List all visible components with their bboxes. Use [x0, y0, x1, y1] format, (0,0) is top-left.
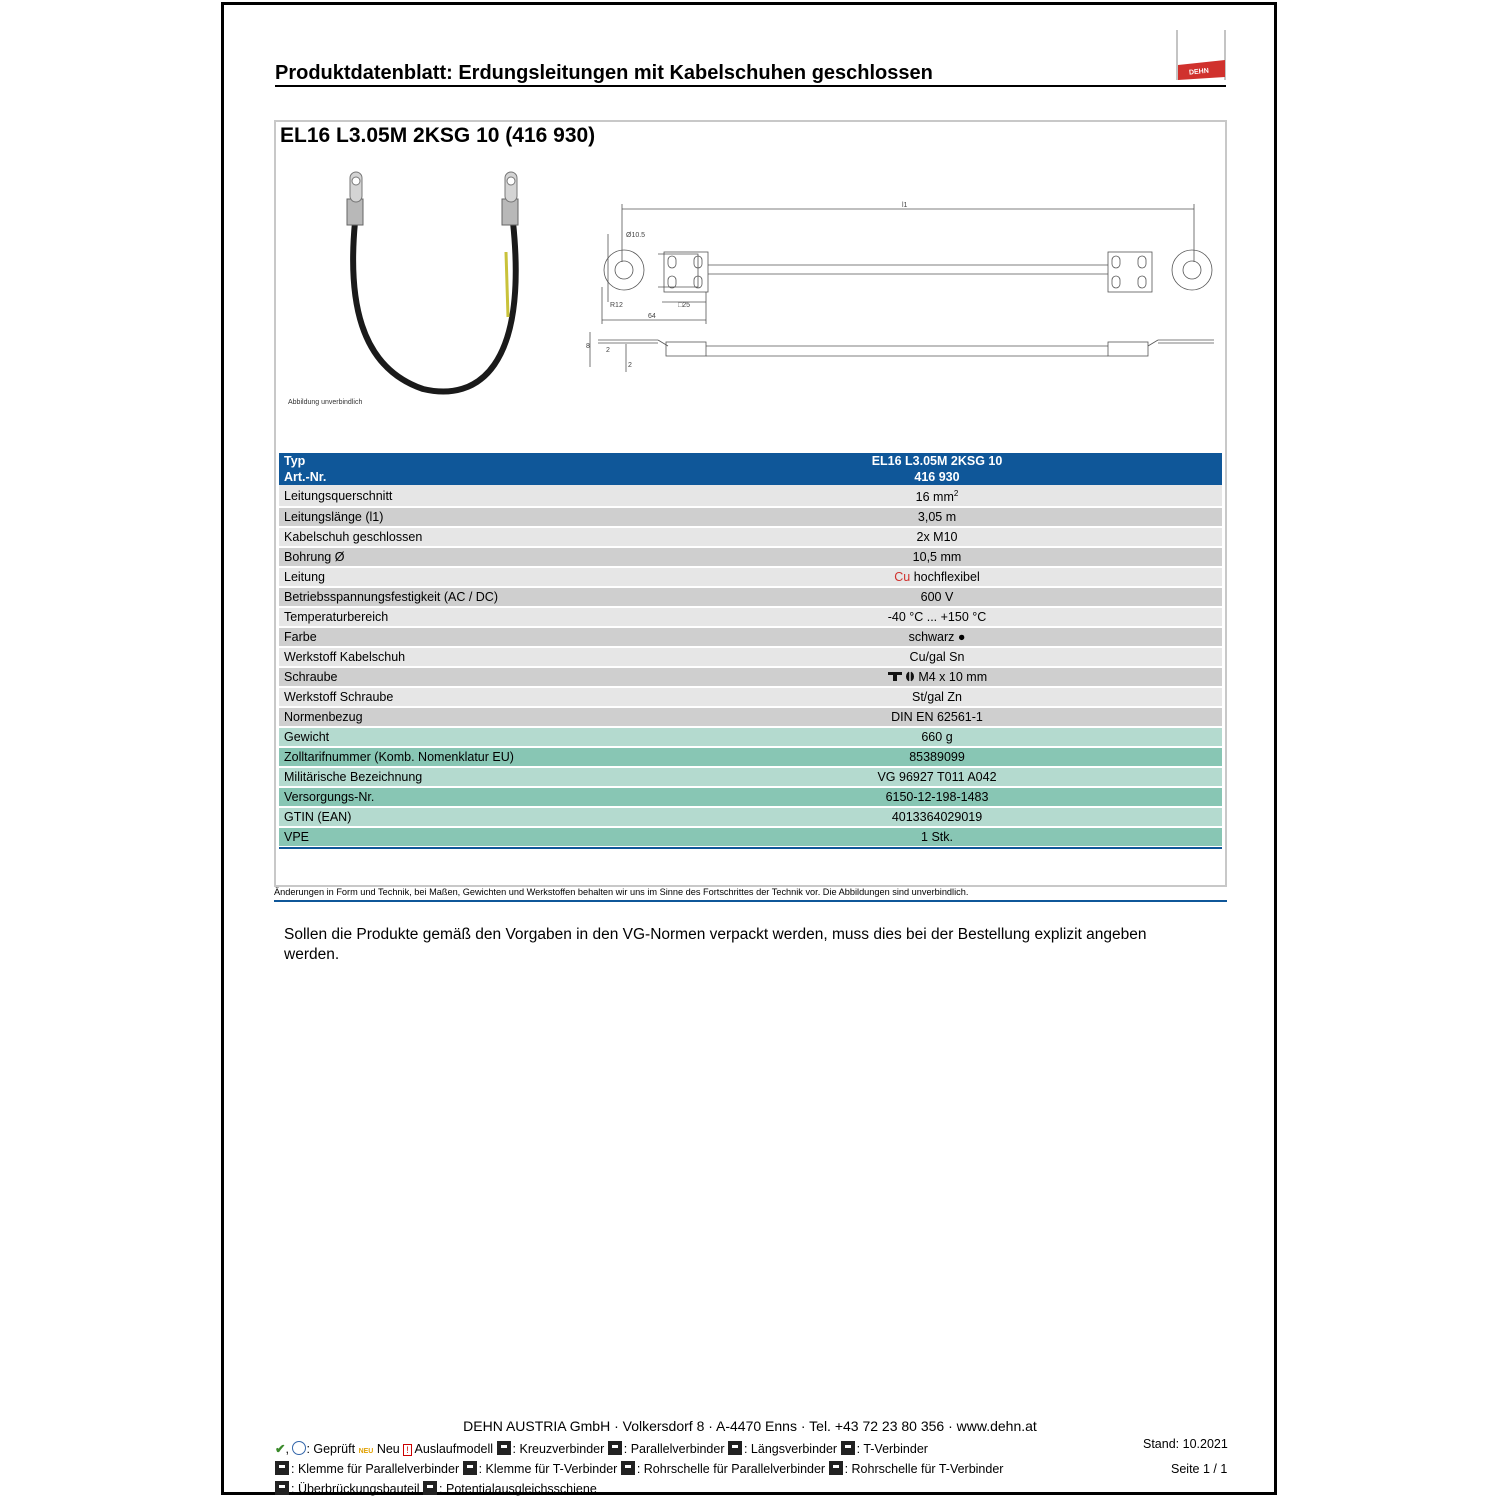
- table-header-row: [279, 453, 1222, 469]
- table-row: [279, 527, 1222, 547]
- parallel-clamp-icon: [275, 1461, 289, 1475]
- image-caption: Abbildung unverbindlich: [288, 399, 363, 406]
- stand-date: Stand: 10.2021: [1143, 1437, 1228, 1451]
- row-label: Leitungslänge (l1): [279, 507, 652, 527]
- row-value: 3,05 m: [652, 507, 1222, 527]
- legend-line-2: : Klemme für Parallelverbinder : Klemme für T-Verbinder : Rohrschelle für Parallelverbinder : Rohrschelle für T-Verbinder: [275, 1461, 1003, 1476]
- table-row: [279, 707, 1222, 727]
- product-photo: [328, 167, 588, 407]
- dim-2a: 2: [606, 347, 610, 354]
- table-row: [279, 547, 1222, 567]
- dim-64: 64: [648, 313, 656, 320]
- disclaimer: Änderungen in Form und Technik, bei Maßen, Gewichten und Werkstoffen behalten wir uns im Sinne des Fortschrittes der Technik vor. Die Abbildungen sind unverbindlich.: [274, 887, 969, 897]
- row-value: St/gal Zn: [652, 687, 1222, 707]
- t-connector-icon: [841, 1441, 855, 1455]
- header-value: 416 930: [652, 469, 1222, 485]
- row-label: Kabelschuh geschlossen: [279, 527, 652, 547]
- row-label: GTIN (EAN): [279, 807, 652, 827]
- row-label: Militärische Bezeichnung: [279, 767, 652, 787]
- discontinued-icon: !: [403, 1444, 412, 1456]
- row-value: schwarz ●: [652, 627, 1222, 647]
- row-value: 660 g: [652, 727, 1222, 747]
- row-value: 1 Stk.: [652, 827, 1222, 847]
- row-label: Versorgungs-Nr.: [279, 787, 652, 807]
- table-row: [279, 747, 1222, 767]
- product-image-area: [278, 162, 1222, 444]
- table-row: [279, 807, 1222, 827]
- row-label: Schraube: [279, 667, 652, 687]
- dim-2b: 2: [628, 362, 632, 369]
- pipe-clamp-t-icon: [829, 1461, 843, 1475]
- legend-line-3: : Überbrückungsbauteil : Potentialausgleichsschiene: [275, 1481, 597, 1496]
- table-row: [279, 587, 1222, 607]
- row-value: DIN EN 62561-1: [652, 707, 1222, 727]
- header-label: Art.-Nr.: [279, 469, 652, 485]
- new-icon: NEU: [358, 1448, 374, 1455]
- row-label: Farbe: [279, 627, 652, 647]
- row-label: Bohrung Ø: [279, 547, 652, 567]
- table-row: [279, 827, 1222, 847]
- row-label: Gewicht: [279, 727, 652, 747]
- row-value: 2x M10: [652, 527, 1222, 547]
- product-title: EL16 L3.05M 2KSG 10 (416 930): [280, 124, 596, 147]
- spec-table: [279, 453, 1222, 848]
- table-row: [279, 687, 1222, 707]
- table-row: [279, 567, 1222, 587]
- footer-address: DEHN AUSTRIA GmbH · Volkersdorf 8 · A-4470 Enns · Tel. +43 72 23 80 356 · www.dehn.at: [463, 1418, 1037, 1434]
- technical-drawing: [578, 192, 1218, 392]
- row-value: Cu/gal Sn: [652, 647, 1222, 667]
- disclaimer-rule: [274, 900, 1227, 902]
- row-value: 6150-12-198-1483: [652, 787, 1222, 807]
- row-value: M4 x 10 mm: [652, 667, 1222, 687]
- seal-icon: [292, 1441, 306, 1455]
- row-label: Werkstoff Schraube: [279, 687, 652, 707]
- checkmark-icon: ✔: [275, 1442, 286, 1456]
- logo-text: DEHN: [1188, 67, 1210, 77]
- row-label: Temperaturbereich: [279, 607, 652, 627]
- bridging-component-icon: [275, 1481, 289, 1495]
- table-row: [279, 485, 1222, 507]
- table-row: [279, 767, 1222, 787]
- dehn-logo: [1175, 30, 1227, 80]
- row-label: Leitung: [279, 567, 652, 587]
- row-value: VG 96927 T011 A042: [652, 767, 1222, 787]
- longitudinal-connector-icon: [728, 1441, 742, 1455]
- row-label: VPE: [279, 827, 652, 847]
- row-value: 16 $mm^2$: [652, 485, 1222, 507]
- dim-bore: Ø10.5: [626, 232, 646, 239]
- cu-label: Cu: [894, 570, 911, 585]
- row-label: Zolltarifnummer (Komb. Nomenklatur EU): [279, 747, 652, 767]
- dim-l1: l1: [902, 202, 908, 209]
- legend-line-1: ✔, : Geprüft NEU Neu ! Auslaufmodell : Kreuzverbinder : Parallelverbinder : Längsverbinder : T-Verbinder: [275, 1442, 928, 1456]
- table-row: [279, 647, 1222, 667]
- table-row: [279, 727, 1222, 747]
- parallel-connector-icon: [608, 1441, 622, 1455]
- row-value: -40 °C ... +150 °C: [652, 607, 1222, 627]
- dim-radius: R12: [610, 302, 623, 309]
- row-value: 10,5 mm: [652, 547, 1222, 567]
- row-value: Cu hochflexibel: [652, 567, 1222, 587]
- document-title: Produktdatenblatt: Erdungsleitungen mit Kabelschuhen geschlossen: [275, 62, 933, 84]
- cross-connector-icon: [497, 1441, 511, 1455]
- packaging-note: Sollen die Produkte gemäß den Vorgaben in den VG-Normen verpackt werden, muss dies bei der Bestellung explizit angeben werden.: [284, 926, 1147, 963]
- table-row: [279, 667, 1222, 687]
- table-header-row: [279, 469, 1222, 485]
- row-value: 4013364029019: [652, 807, 1222, 827]
- t-clamp-icon: [463, 1461, 477, 1475]
- pipe-clamp-parallel-icon: [621, 1461, 635, 1475]
- title-underline: [275, 85, 1226, 87]
- dim-square: □25: [678, 302, 691, 309]
- row-value: 600 V: [652, 587, 1222, 607]
- dim-8: 8: [586, 343, 590, 350]
- table-row: [279, 507, 1222, 527]
- table-row: [279, 627, 1222, 647]
- screw-head-icon: [887, 671, 915, 682]
- equipotential-bar-icon: [423, 1481, 437, 1495]
- row-label: Normenbezug: [279, 707, 652, 727]
- table-bottom-rule: [279, 847, 1222, 849]
- row-value: 85389099: [652, 747, 1222, 767]
- page-number: Seite 1 / 1: [1171, 1462, 1228, 1476]
- header-value: EL16 L3.05M 2KSG 10: [652, 453, 1222, 469]
- table-row: [279, 607, 1222, 627]
- table-row: [279, 787, 1222, 807]
- row-label: Leitungsquerschnitt: [279, 485, 652, 507]
- row-label: Werkstoff Kabelschuh: [279, 647, 652, 667]
- row-label: Betriebsspannungsfestigkeit (AC / DC): [279, 587, 652, 607]
- header-label: Typ: [279, 453, 652, 469]
